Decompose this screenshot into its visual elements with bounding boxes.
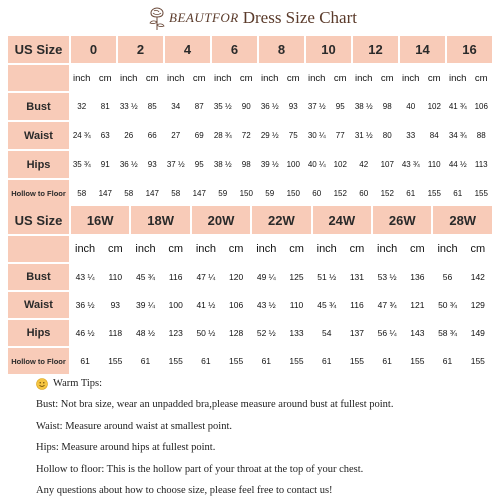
measurement-cell: 107 — [377, 151, 399, 178]
measurement-cell: 61 — [447, 180, 469, 207]
unit-inch: inch — [165, 65, 187, 91]
measurement-cell: 61 — [373, 348, 401, 374]
measurement-cell: 36 ½ — [118, 151, 140, 178]
measurement-cell: 95 — [189, 151, 211, 178]
measurement-cell: 49 ¼ — [252, 264, 280, 290]
unit-cm: cm — [343, 236, 371, 262]
measurement-cell: 33 ½ — [118, 93, 140, 120]
unit-cm: cm — [471, 65, 493, 91]
measurement-cell: 36 ½ — [71, 292, 99, 318]
tip-waist: Waist: Measure around waist at smallest point. — [36, 420, 232, 432]
measurement-cell: 61 — [313, 348, 341, 374]
measurement-cell: 27 — [165, 122, 187, 149]
measurement-row-hollow-to-floor — [8, 180, 492, 207]
measurement-cell: 110 — [282, 292, 310, 318]
measurement-cell: 33 — [400, 122, 422, 149]
unit-inch: inch — [353, 65, 375, 91]
measurement-cell: 37 ½ — [165, 151, 187, 178]
measurement-cell: 118 — [101, 320, 129, 346]
measurement-row-bust — [8, 264, 492, 290]
measurement-cell: 110 — [101, 264, 129, 290]
unit-cm: cm — [330, 65, 352, 91]
chart-title: Dress Size Chart — [242, 8, 357, 27]
measurement-cell: 29 ½ — [259, 122, 281, 149]
measurement-row-hollow-to-floor — [8, 348, 492, 374]
unit-inch: inch — [71, 236, 99, 262]
row-label: Waist — [8, 292, 69, 318]
unit-inch: inch — [252, 236, 280, 262]
measurement-cell: 106 — [471, 93, 493, 120]
measurement-cell: 43 ½ — [252, 292, 280, 318]
measurement-cell: 90 — [236, 93, 258, 120]
measurement-cell: 37 ½ — [306, 93, 328, 120]
measurement-cell: 116 — [162, 264, 190, 290]
measurement-cell: 69 — [189, 122, 211, 149]
measurement-cell: 34 — [165, 93, 187, 120]
unit-cm: cm — [377, 65, 399, 91]
measurement-cell: 133 — [282, 320, 310, 346]
measurement-cell: 102 — [424, 93, 446, 120]
size-2: 2 — [118, 36, 163, 63]
measurement-row-waist — [8, 122, 492, 149]
measurement-cell: 60 — [353, 180, 375, 207]
measurement-cell: 28 ¾ — [212, 122, 234, 149]
unit-row-blank — [8, 236, 69, 262]
size-28w: 28W — [433, 206, 492, 234]
measurement-cell: 58 — [71, 180, 93, 207]
plus-measurements — [8, 264, 492, 374]
unit-row-blank — [8, 65, 69, 91]
unit-inch: inch — [131, 236, 159, 262]
unit-inch: inch — [118, 65, 140, 91]
measurement-cell: 30 ¼ — [306, 122, 328, 149]
measurement-row-bust — [8, 93, 492, 120]
unit-inch: inch — [259, 65, 281, 91]
smile-emoji-icon — [36, 378, 48, 390]
measurement-cell: 91 — [95, 151, 117, 178]
measurement-cell: 43 ¼ — [71, 264, 99, 290]
measurement-cell: 155 — [471, 180, 493, 207]
measurement-cell: 56 — [433, 264, 461, 290]
measurement-cell: 155 — [403, 348, 431, 374]
measurement-cell: 81 — [95, 93, 117, 120]
unit-inch: inch — [373, 236, 401, 262]
measurement-cell: 43 ¾ — [400, 151, 422, 178]
measurement-cell: 72 — [236, 122, 258, 149]
measurement-cell: 116 — [343, 292, 371, 318]
unit-inch: inch — [447, 65, 469, 91]
measurement-cell: 41 ¾ — [447, 93, 469, 120]
tip-contact: Any questions about how to choose size, please feel free to contact us! — [36, 485, 333, 496]
measurement-cell: 58 — [118, 180, 140, 207]
measurement-cell: 47 ¼ — [192, 264, 220, 290]
size-16w: 16W — [71, 206, 129, 234]
measurement-cell: 150 — [236, 180, 258, 207]
size-22w: 22W — [252, 206, 310, 234]
measurement-cell: 39 ½ — [259, 151, 281, 178]
unit-cm: cm — [95, 65, 117, 91]
size-20w: 20W — [192, 206, 250, 234]
unit-cm: cm — [283, 65, 305, 91]
unit-inch: inch — [313, 236, 341, 262]
measurement-cell: 35 ½ — [212, 93, 234, 120]
size-18w: 18W — [131, 206, 189, 234]
measurement-cell: 54 — [313, 320, 341, 346]
measurement-cell: 155 — [464, 348, 492, 374]
measurement-cell: 35 ¾ — [71, 151, 93, 178]
measurement-cell: 155 — [343, 348, 371, 374]
measurement-cell: 85 — [142, 93, 164, 120]
measurement-cell: 61 — [433, 348, 461, 374]
size-16: 16 — [447, 36, 492, 63]
size-24w: 24W — [313, 206, 371, 234]
size-header-row — [8, 206, 492, 234]
measurement-cell: 36 ½ — [259, 93, 281, 120]
measurement-cell: 155 — [424, 180, 446, 207]
chart-header — [0, 0, 500, 36]
unit-cm: cm — [464, 236, 492, 262]
measurement-cell: 45 ¾ — [313, 292, 341, 318]
unit-cm: cm — [282, 236, 310, 262]
row-label: Bust — [8, 93, 69, 120]
tip-bust: Bust: Not bra size, wear an unpadded bra,please measure around bust at fullest point. — [36, 399, 394, 410]
measurement-cell: 31 ½ — [353, 122, 375, 149]
measurement-cell: 63 — [95, 122, 117, 149]
row-label: Hips — [8, 151, 69, 178]
measurement-cell: 136 — [403, 264, 431, 290]
measurement-cell: 77 — [330, 122, 352, 149]
measurement-cell: 142 — [464, 264, 492, 290]
measurement-cell: 53 ½ — [373, 264, 401, 290]
size-8: 8 — [259, 36, 304, 63]
measurement-cell: 50 ¾ — [433, 292, 461, 318]
measurement-cell: 147 — [95, 180, 117, 207]
tips-heading: Warm Tips: — [53, 378, 103, 389]
measurement-cell: 102 — [330, 151, 352, 178]
measurement-cell: 155 — [101, 348, 129, 374]
size-table-plus — [6, 204, 494, 376]
measurement-cell: 152 — [377, 180, 399, 207]
size-label: US Size — [8, 36, 69, 63]
measurement-cell: 88 — [471, 122, 493, 149]
size-26w: 26W — [373, 206, 431, 234]
measurement-cell: 56 ¼ — [373, 320, 401, 346]
size-header-row — [8, 36, 492, 63]
measurement-cell: 125 — [282, 264, 310, 290]
size-table-standard — [6, 34, 494, 209]
tip-hollow-to-floor: Hollow to floor: This is the hollow part of your throat at the top of your chest. — [36, 463, 364, 475]
measurement-cell: 32 — [71, 93, 93, 120]
unit-cm: cm — [101, 236, 129, 262]
measurement-cell: 149 — [464, 320, 492, 346]
measurement-cell: 93 — [283, 93, 305, 120]
row-label: Bust — [8, 264, 69, 290]
measurement-cell: 100 — [283, 151, 305, 178]
unit-row — [8, 65, 492, 91]
measurement-cell: 75 — [283, 122, 305, 149]
measurement-cell: 61 — [131, 348, 159, 374]
size-4: 4 — [165, 36, 210, 63]
unit-cm: cm — [162, 236, 190, 262]
measurement-cell: 155 — [162, 348, 190, 374]
unit-cm: cm — [236, 65, 258, 91]
measurement-cell: 61 — [252, 348, 280, 374]
measurement-cell: 58 ¾ — [433, 320, 461, 346]
measurement-cell: 98 — [377, 93, 399, 120]
measurement-cell: 39 ¼ — [131, 292, 159, 318]
measurement-row-waist — [8, 292, 492, 318]
measurement-cell: 155 — [222, 348, 250, 374]
measurement-cell: 61 — [192, 348, 220, 374]
measurement-cell: 106 — [222, 292, 250, 318]
measurement-cell: 155 — [282, 348, 310, 374]
measurement-cell: 129 — [464, 292, 492, 318]
warm-tips — [36, 373, 496, 502]
unit-cm: cm — [142, 65, 164, 91]
rose-icon — [143, 4, 171, 32]
measurement-cell: 40 ¼ — [306, 151, 328, 178]
unit-row — [8, 236, 492, 262]
measurement-cell: 98 — [236, 151, 258, 178]
size-12: 12 — [353, 36, 398, 63]
measurement-cell: 143 — [403, 320, 431, 346]
unit-cm: cm — [403, 236, 431, 262]
measurement-cell: 137 — [343, 320, 371, 346]
unit-inch: inch — [192, 236, 220, 262]
measurement-cell: 44 ½ — [447, 151, 469, 178]
size-0: 0 — [71, 36, 116, 63]
measurement-cell: 66 — [142, 122, 164, 149]
measurement-cell: 38 ½ — [212, 151, 234, 178]
measurement-cell: 147 — [142, 180, 164, 207]
size-10: 10 — [306, 36, 351, 63]
measurement-cell: 47 ¾ — [373, 292, 401, 318]
measurement-cell: 84 — [424, 122, 446, 149]
measurement-cell: 128 — [222, 320, 250, 346]
unit-inch: inch — [400, 65, 422, 91]
unit-cm: cm — [222, 236, 250, 262]
measurement-cell: 61 — [400, 180, 422, 207]
measurement-cell: 60 — [306, 180, 328, 207]
measurement-cell: 100 — [162, 292, 190, 318]
tips-heading-row — [36, 373, 496, 394]
size-6: 6 — [212, 36, 257, 63]
row-label: Hollow to Floor — [8, 180, 69, 207]
measurement-cell: 46 ½ — [71, 320, 99, 346]
measurement-cell: 93 — [142, 151, 164, 178]
row-label: Hollow to Floor — [8, 348, 69, 374]
measurement-cell: 58 — [165, 180, 187, 207]
measurement-cell: 50 ½ — [192, 320, 220, 346]
measurement-cell: 59 — [259, 180, 281, 207]
measurement-cell: 45 ¾ — [131, 264, 159, 290]
measurement-cell: 80 — [377, 122, 399, 149]
measurement-cell: 150 — [283, 180, 305, 207]
measurement-cell: 113 — [471, 151, 493, 178]
measurement-cell: 48 ½ — [131, 320, 159, 346]
measurement-cell: 95 — [330, 93, 352, 120]
tip-hips: Hips: Measure around hips at fullest point. — [36, 442, 216, 453]
measurement-cell: 93 — [101, 292, 129, 318]
measurement-cell: 152 — [330, 180, 352, 207]
measurement-cell: 59 — [212, 180, 234, 207]
measurement-cell: 51 ½ — [313, 264, 341, 290]
measurement-cell: 121 — [403, 292, 431, 318]
measurement-row-hips — [8, 151, 492, 178]
measurement-cell: 38 ½ — [353, 93, 375, 120]
measurement-cell: 61 — [71, 348, 99, 374]
standard-measurements — [8, 93, 492, 207]
size-label: US Size — [8, 206, 69, 234]
brand-name: BEAUTFOR — [169, 10, 239, 25]
unit-cm: cm — [189, 65, 211, 91]
unit-inch: inch — [433, 236, 461, 262]
measurement-cell: 41 ½ — [192, 292, 220, 318]
measurement-cell: 42 — [353, 151, 375, 178]
measurement-cell: 147 — [189, 180, 211, 207]
measurement-cell: 120 — [222, 264, 250, 290]
unit-inch: inch — [71, 65, 93, 91]
unit-inch: inch — [306, 65, 328, 91]
unit-cm: cm — [424, 65, 446, 91]
row-label: Waist — [8, 122, 69, 149]
measurement-row-hips — [8, 320, 492, 346]
measurement-cell: 34 ¾ — [447, 122, 469, 149]
measurement-cell: 24 ¾ — [71, 122, 93, 149]
measurement-cell: 40 — [400, 93, 422, 120]
measurement-cell: 52 ½ — [252, 320, 280, 346]
unit-inch: inch — [212, 65, 234, 91]
size-14: 14 — [400, 36, 445, 63]
measurement-cell: 26 — [118, 122, 140, 149]
measurement-cell: 87 — [189, 93, 211, 120]
row-label: Hips — [8, 320, 69, 346]
measurement-cell: 131 — [343, 264, 371, 290]
measurement-cell: 110 — [424, 151, 446, 178]
measurement-cell: 123 — [162, 320, 190, 346]
